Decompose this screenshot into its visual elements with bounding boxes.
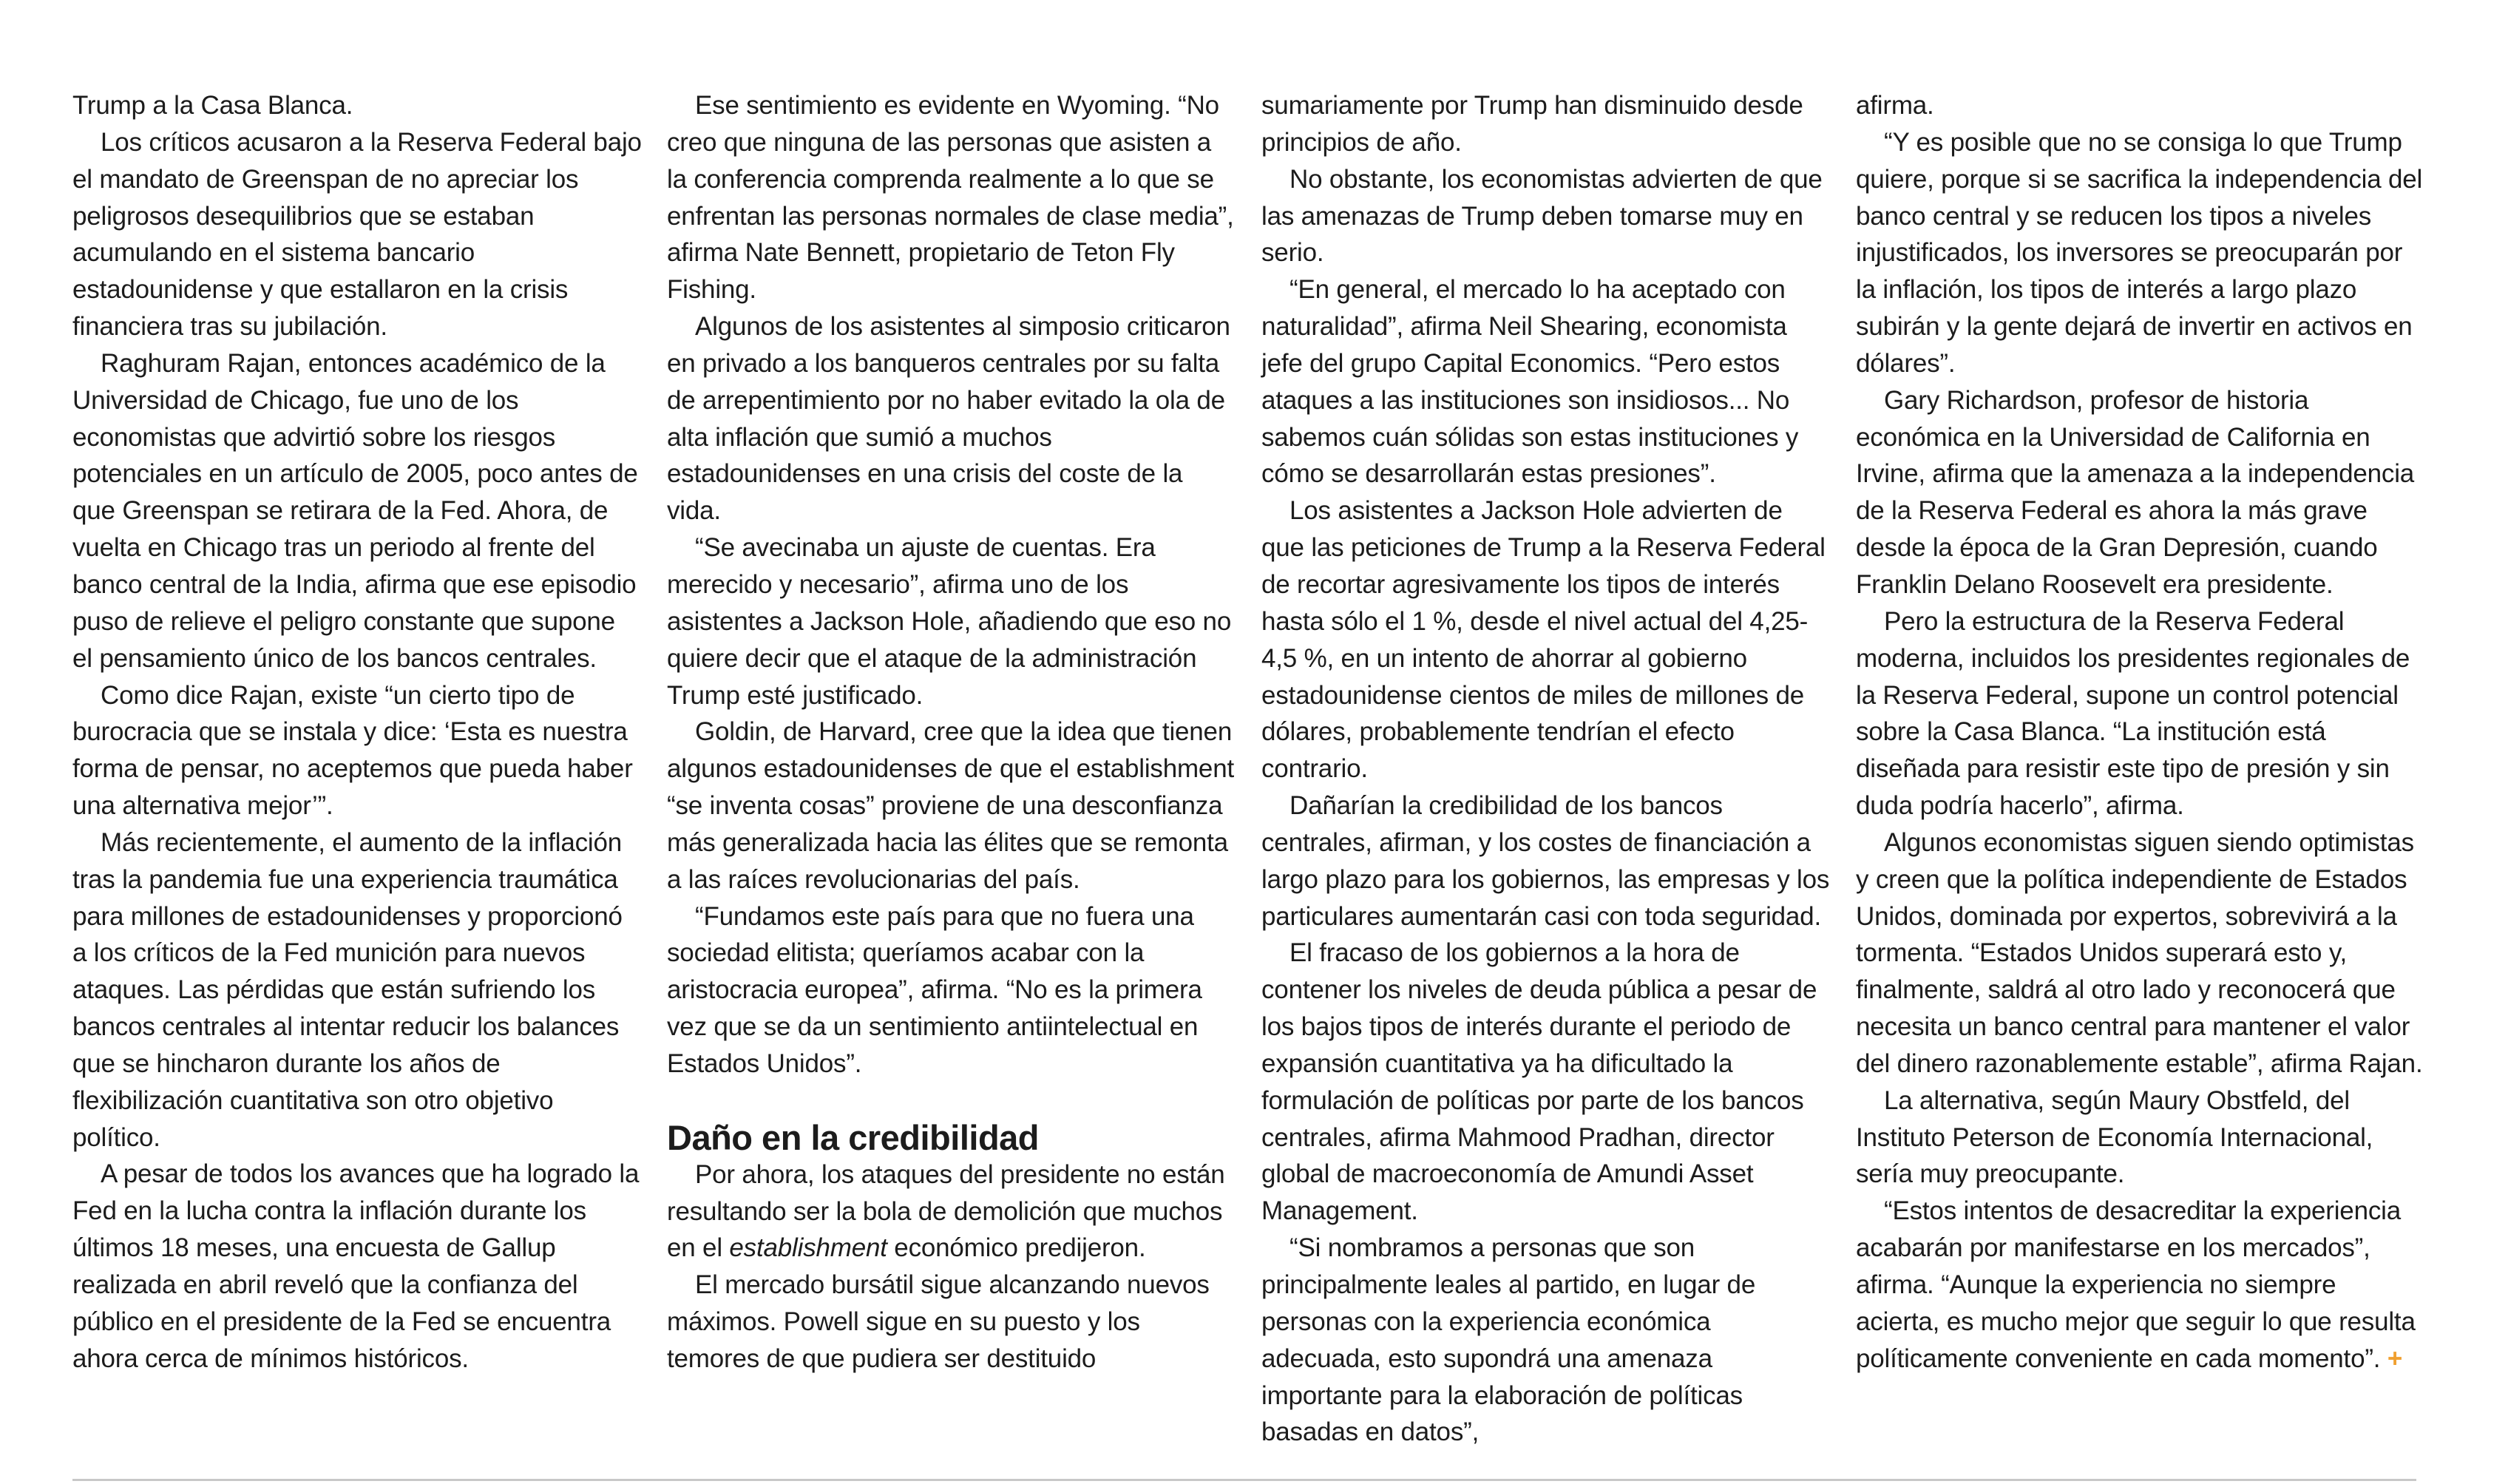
section-heading: Daño en la credibilidad [667,1117,1039,1157]
article-column-1 [72,87,642,1378]
paragraph: Más recientemente, el aumento de la inflación tras la pandemia fue una experiencia traumática para millones de estadounidenses y proporcionó a los críticos de la Fed munición para nuevos ataques. Las pérdidas que están sufriendo los bancos centrales al intentar reducir los balances que se hincharon durante los años de flexibilización cuantitativa son otro objetivo político. [72,827,623,1152]
paragraph-text: Por ahora, los ataques del presidente no están resultando ser la bola de demolición que muchos en el [667,1159,1225,1263]
paragraph: Los críticos acusaron a la Reserva Federal bajo el mandato de Greenspan de no apreciar los peligrosos desequilibrios que se estaban acumulando en el sistema bancario estadounidense y que estallaron en la crisis financiera tras su jubilación. [72,127,642,342]
paragraph: “Si nombramos a personas que son principalmente leales al partido, en lugar de personas con la experiencia económica adecuada, esto supondrá una amenaza importante para la elaboración de políticas basadas en datos”, [1261,1233,1756,1447]
paragraph: Dañarían la credibilidad de los bancos centrales, afirman, y los costes de financiación a largo plazo para los gobiernos, las empresas y los particulares aumentarán casi con toda seguridad. [1261,791,1830,931]
paragraph [1856,1193,2425,1377]
article-column-4 [1856,87,2425,1378]
paragraph: Ese sentimiento es evidente en Wyoming. “No creo que ninguna de las personas que asisten a la conferencia comprenda realmente a lo que se enfrentan las personas normales de clase media”, afirma Nate Bennett, propietario de Teton Fly Fishing. [667,91,1234,305]
paragraph: Pero la estructura de la Reserva Federal moderna, incluidos los presidentes regionales de la Reserva Federal, supone un control potencial sobre la Casa Blanca. “La institución está diseñada para resistir este tipo de presión y sin duda podría hacerlo”, afirma. [1856,606,2410,821]
paragraph: Goldin, de Harvard, cree que la idea que tienen algunos estadounidenses de que el establishment “se inventa cosas” proviene de una desconfianza más generalizada hacia las élites que se remonta a las raíces revolucionarias del país. [667,717,1234,894]
paragraph: sumariamente por Trump han disminuido desde principios de año. [1261,91,1803,157]
paragraph: “Y es posible que no se consiga lo que Trump quiere, porque si se sacrifica la independencia del banco central y se reducen los tipos a niveles injustificados, los inversores se preocuparán por la inflación, los tipos de interés a largo plazo subirán y la gente dejará de invertir en activos en dólares”. [1856,127,2423,378]
paragraph: “Se avecinaba un ajuste de cuentas. Era merecido y necesario”, afirma uno de los asistentes a Jackson Hole, añadiendo que eso no quiere decir que el ataque de la administración Trump esté justificado. [667,533,1232,710]
paragraph: Algunos economistas siguen siendo optimistas y creen que la política independiente de Estados Unidos, dominada por expertos, sobrevivirá a la tormenta. “Estados Unidos superará esto y, finalmente, saldrá al otro lado y reconocerá que necesita un banco central para mantener el valor del dinero razonablemente estable”, afirma Rajan. [1856,827,2423,1078]
end-of-article-mark: + [2387,1344,2403,1373]
paragraph: Trump a la Casa Blanca. [72,91,353,120]
article-column-2 [667,87,1236,1378]
italic-term: establishment [729,1233,887,1263]
bottom-divider [72,1479,2416,1481]
paragraph-text: “Estos intentos de desacreditar la experiencia acabarán por manifestarse en los mercados”, afirma. “Aunque la experiencia no siempre acierta, es mucho mejor que seguir lo que resulta políticamente conveniente en cada momento”. [1856,1196,2416,1373]
paragraph: “Fundamos este país para que no fuera una sociedad elitista; queríamos acabar con la aristocracia europea”, afirma. “No es la primera vez que se da un sentimiento antiintelectual en Estados Unidos”. [667,901,1202,1078]
paragraph-text: económico predijeron. [887,1233,1146,1263]
paragraph [667,1156,1236,1267]
paragraph: Algunos de los asistentes al simposio criticaron en privado a los banqueros centrales por su falta de arrepentimiento por no haber evitado la ola de alta inflación que sumió a muchos estadounidenses en una crisis del coste de la vida. [667,312,1230,526]
paragraph: A pesar de todos los avances que ha logrado la Fed en la lucha contra la inflación durante los últimos 18 meses, una encuesta de Gallup realizada en abril reveló que la confianza del público en el presidente de la Fed se encuentra ahora cerca de mínimos históricos. [72,1159,640,1373]
paragraph: El mercado bursátil sigue alcanzando nuevos máximos. Powell sigue en su puesto y los temores de que pudiera ser destituido [667,1270,1210,1373]
paragraph: La alternativa, según Maury Obstfeld, del Instituto Peterson de Economía Internacional, sería muy preocupante. [1856,1085,2373,1189]
paragraph: “En general, el mercado lo ha aceptado con naturalidad”, afirma Neil Shearing, economista jefe del grupo Capital Economics. “Pero estos ataques a las instituciones son insidiosos... No sabemos cuán sólidas son estas instituciones y cómo se desarrollarán estas presiones”. [1261,275,1799,489]
paragraph: Como dice Rajan, existe “un cierto tipo de burocracia que se instala y dice: ‘Esta es nuestra forma de pensar, no aceptemos que pueda haber una alternativa mejor’”. [72,680,633,821]
paragraph: Los asistentes a Jackson Hole advierten de que las peticiones de Trump a la Reserva Federal de recortar agresivamente los tipos de interés hasta sólo el 1 %, desde el nivel actual del 4,25-4,5 %, en un intento de ahorrar al gobierno estadounidense cientos de miles de millones de dólares, probablemente tendrían el efecto contrario. [1261,496,1826,784]
article-column-3 [1261,87,1831,1451]
paragraph: Gary Richardson, profesor de historia económica en la Universidad de California en Irvine, afirma que la amenaza a la independencia de la Reserva Federal es ahora la más grave desde la época de la Gran Depresión, cuando Franklin Delano Roosevelt era presidente. [1856,385,2415,599]
paragraph: No obstante, los economistas advierten de que las amenazas de Trump deben tomarse muy en serio. [1261,164,1823,268]
paragraph: afirma. [1856,91,1934,120]
paragraph: Raghuram Rajan, entonces académico de la Universidad de Chicago, fue uno de los economistas que advirtió sobre los riesgos potenciales en un artículo de 2005, poco antes de que Greenspan se retirara de la Fed. Ahora, de vuelta en Chicago tras un periodo al frente del banco central de la India, afirma que ese episodio puso de relieve el peligro constante que supone el pensamiento único de los bancos centrales. [72,348,638,673]
paragraph: El fracaso de los gobiernos a la hora de contener los niveles de deuda pública a pesar de los bajos tipos de interés durante el periodo de expansión cuantitativa ya ha dificultado la formulación de políticas por parte de los bancos centrales, afirma Mahmood Pradhan, director global de macroeconomía de Amundi Asset Management. [1261,938,1817,1226]
